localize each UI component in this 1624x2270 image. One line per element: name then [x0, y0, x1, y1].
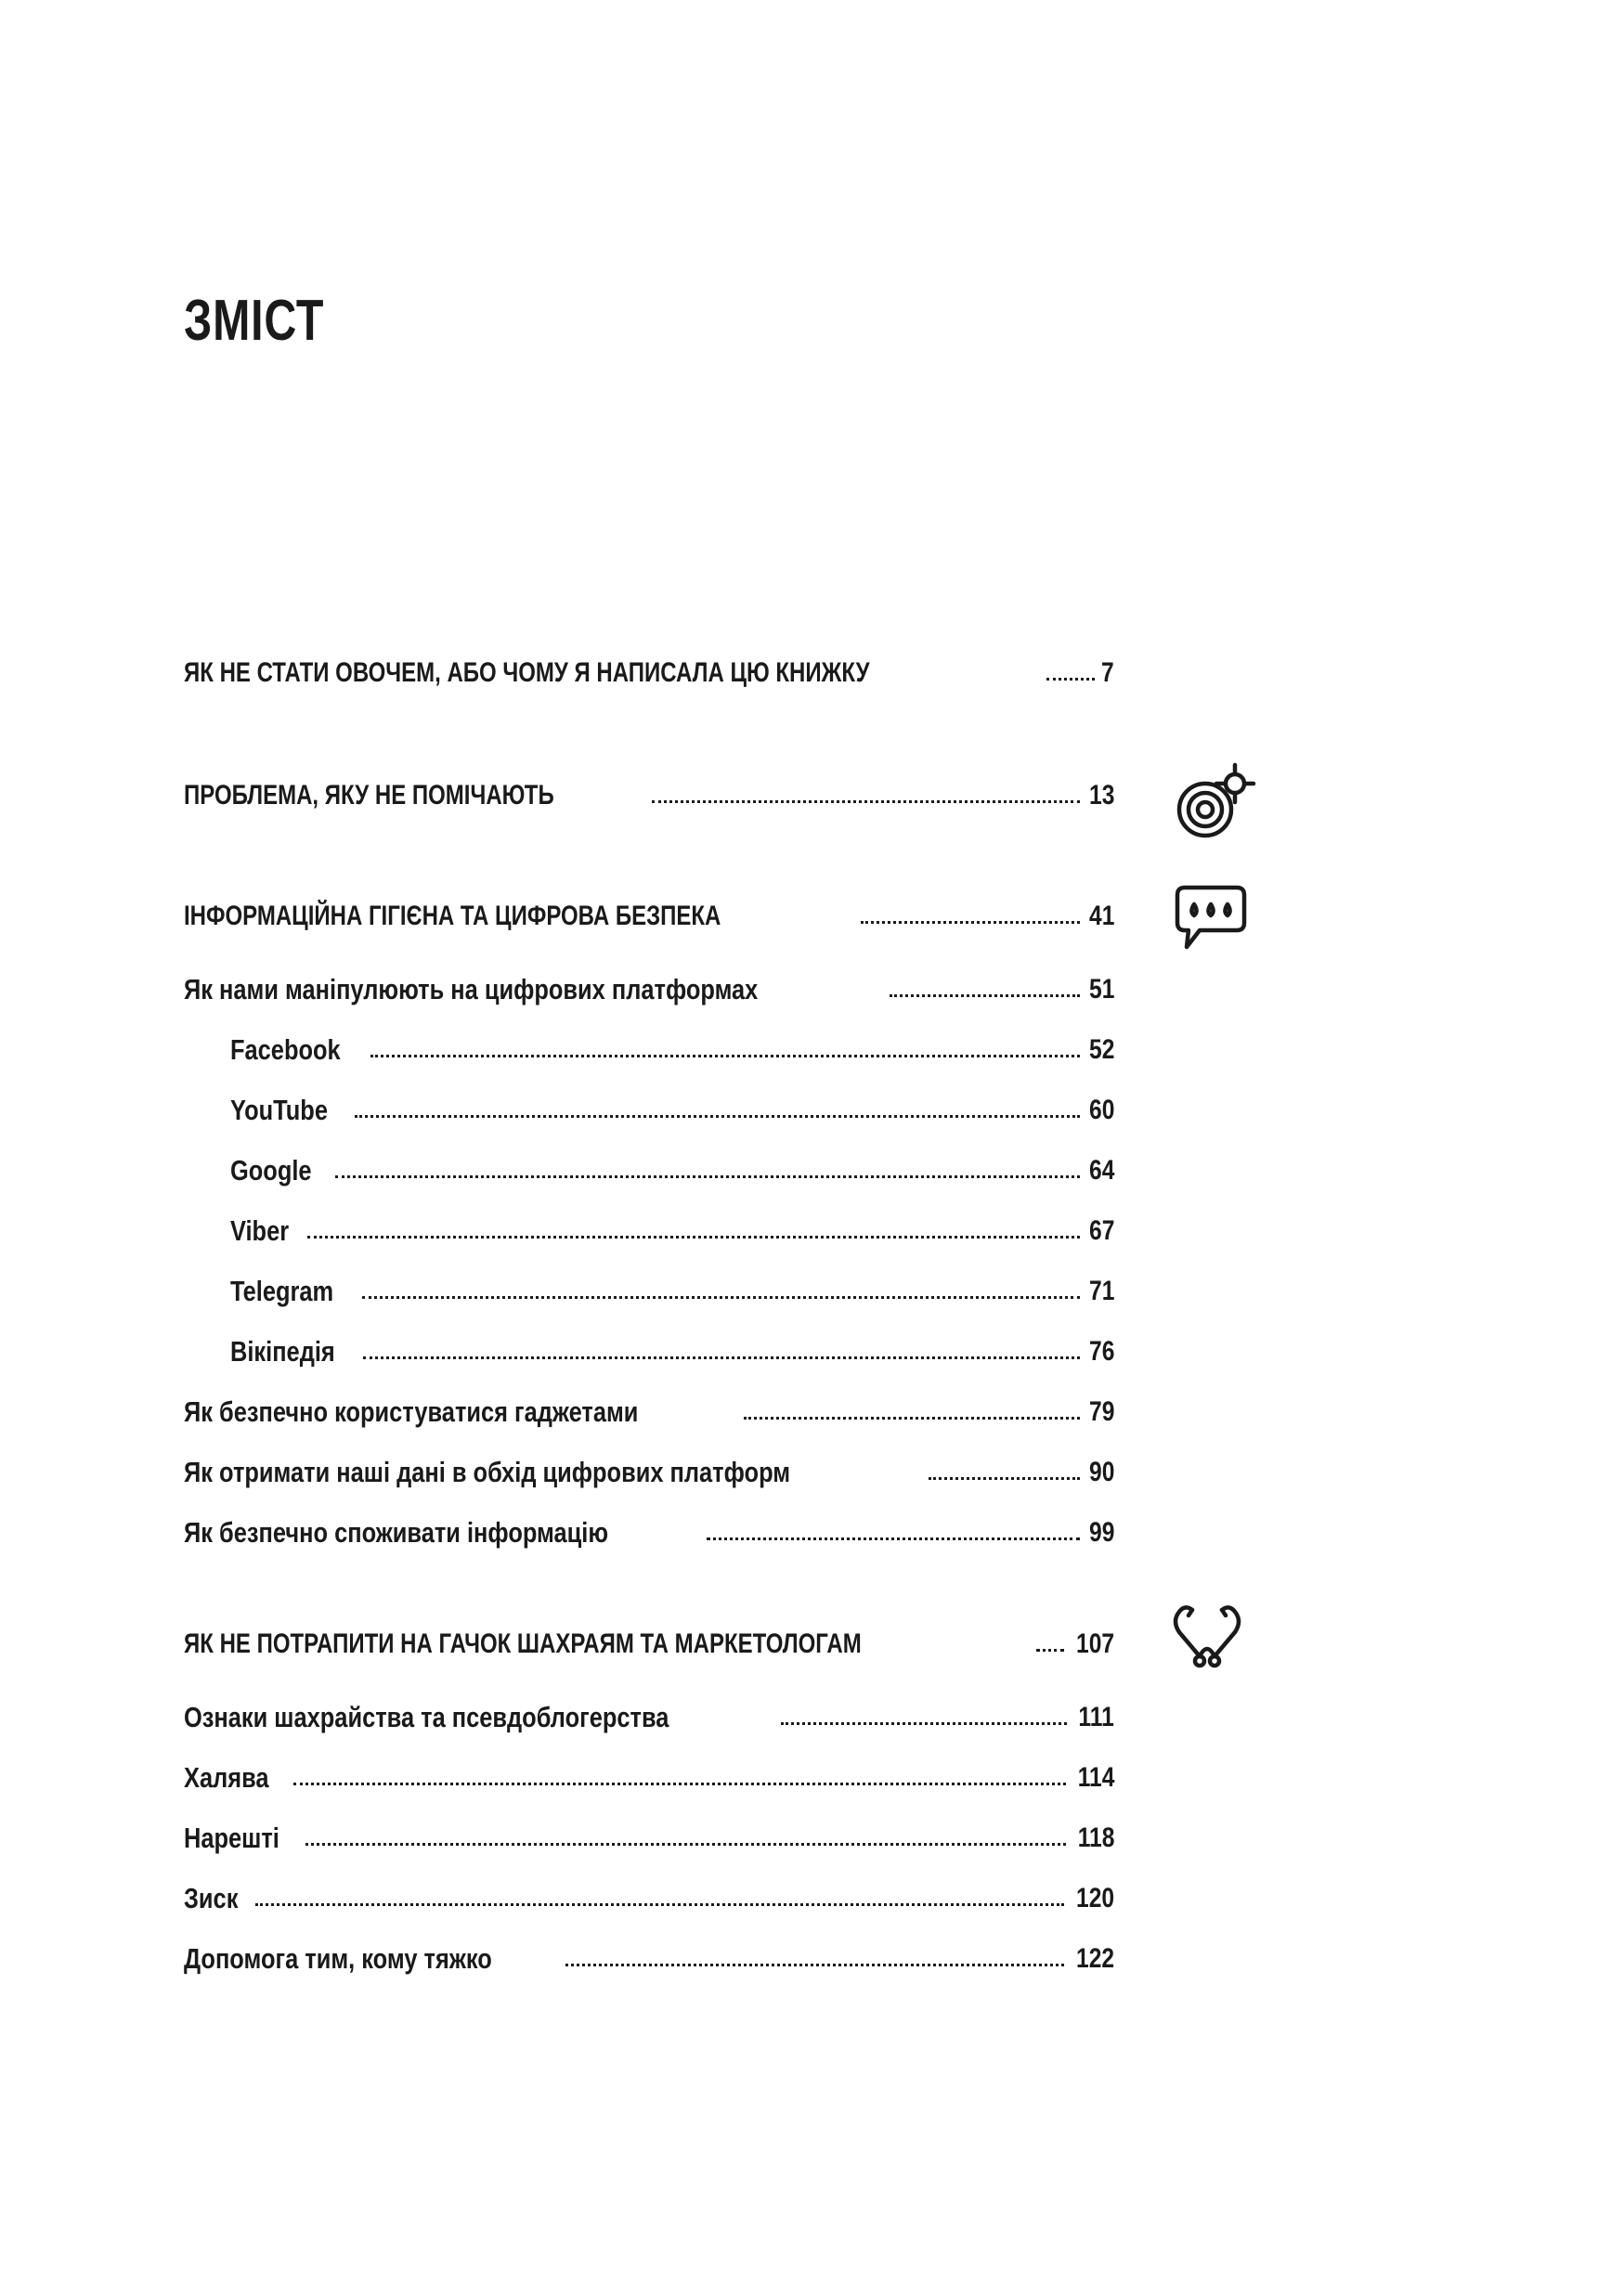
toc-page-number: 118 [1077, 1822, 1114, 1853]
toc-page-number: 90 [1088, 1457, 1114, 1487]
toc-page-number: 7 [1101, 657, 1114, 688]
toc-page-number: 51 [1088, 974, 1114, 1005]
toc-entry-label: Як безпечно користуватися гаджетами [184, 1395, 639, 1428]
dot-leader [565, 1964, 1064, 1966]
dot-leader [1046, 678, 1095, 681]
toc-entry-section[interactable] [184, 1745, 1114, 1792]
dot-leader [362, 1296, 1080, 1299]
toc-entry-label: Telegram [230, 1275, 334, 1307]
toc-entry-section[interactable] [184, 1440, 1114, 1486]
dot-leader [355, 1115, 1080, 1118]
dot-leader [293, 1783, 1066, 1785]
toc-entry-subsection[interactable] [230, 1018, 1114, 1064]
toc-entry-label: Халява [184, 1761, 269, 1794]
toc-page-number: 122 [1075, 1943, 1114, 1974]
toc-entry-section[interactable] [184, 1685, 1114, 1732]
toc-page-number: 76 [1088, 1336, 1114, 1367]
toc-entry-label: YouTube [230, 1094, 328, 1126]
dot-leader [781, 1722, 1067, 1725]
toc-page-number: 71 [1088, 1276, 1114, 1306]
toc-page-number: 114 [1077, 1762, 1114, 1793]
dot-leader [744, 1417, 1080, 1420]
toc-entry-label: Як безпечно споживати інформацію [184, 1516, 609, 1549]
fishing-hook-heart-icon [1172, 1593, 1242, 1669]
toc-entry-section[interactable] [184, 1866, 1114, 1913]
toc-entry-chapter[interactable] [184, 641, 1114, 687]
toc-entry-subsection[interactable] [230, 1078, 1114, 1124]
toc-entry-label: Ознаки шахрайства та псевдоблогерства [184, 1701, 669, 1733]
toc-entry-section[interactable] [184, 1926, 1114, 1973]
toc-entry-label: Google [230, 1154, 312, 1187]
toc-page-number: 111 [1078, 1702, 1114, 1732]
toc-entry-label: Viber [230, 1214, 290, 1247]
chat-bubble-icon [1172, 882, 1250, 956]
toc-page-number: 64 [1088, 1155, 1114, 1186]
target-icon [1172, 761, 1257, 847]
toc-entry-subsection[interactable] [230, 1138, 1114, 1185]
dot-leader [890, 994, 1080, 997]
dot-leader [363, 1356, 1079, 1359]
toc-entry-subsection[interactable] [230, 1319, 1114, 1366]
toc-page-number: 79 [1088, 1396, 1114, 1427]
toc-page-number: 13 [1088, 780, 1114, 811]
dot-leader [1036, 1649, 1064, 1652]
toc-page-number: 107 [1075, 1628, 1114, 1659]
toc-entry-label: ІНФОРМАЦІЙНА ГІГІЄНА ТА ЦИФРОВА БЕЗПЕКА [184, 901, 721, 931]
toc-entry-label: ПРОБЛЕМА, ЯКУ НЕ ПОМІЧАЮТЬ [184, 780, 554, 811]
dot-leader [307, 1236, 1080, 1239]
toc-entry-label: Як отримати наші дані в обхід цифрових платформ [184, 1456, 791, 1488]
toc-entry-label: Як нами маніпулюють на цифрових платформах [184, 973, 759, 1005]
toc-entry-label: Facebook [230, 1033, 341, 1066]
dot-leader [652, 800, 1079, 803]
toc-entry-section[interactable] [184, 1380, 1114, 1426]
toc-page-number: 99 [1088, 1517, 1114, 1548]
toc-page-number: 60 [1088, 1095, 1114, 1125]
dot-leader [335, 1175, 1080, 1178]
dot-leader [861, 921, 1080, 924]
toc-page-number: 52 [1088, 1034, 1114, 1065]
toc-entry-label: ЯК НЕ СТАТИ ОВОЧЕМ, АБО ЧОМУ Я НАПИСАЛА ЦЮ КНИЖКУ [184, 657, 870, 688]
toc-entry-section[interactable] [184, 957, 1114, 1004]
toc-page-number: 41 [1088, 901, 1114, 931]
toc-entry-chapter[interactable] [184, 884, 1114, 930]
toc-entry-section[interactable] [184, 1806, 1114, 1852]
dot-leader [370, 1055, 1080, 1057]
toc-entry-chapter[interactable] [184, 763, 1114, 810]
toc-entry-label: Нарешті [184, 1822, 279, 1854]
page-title: ЗМІСТ [184, 289, 325, 353]
toc-page-number: 67 [1088, 1215, 1114, 1246]
toc-entry-chapter[interactable] [184, 1612, 1114, 1658]
toc-entry-label: Вікіпедія [230, 1335, 335, 1368]
dot-leader [707, 1537, 1079, 1540]
toc-entry-section[interactable] [184, 1500, 1114, 1547]
dot-leader [255, 1903, 1064, 1906]
toc-entry-subsection[interactable] [230, 1259, 1114, 1305]
dot-leader [929, 1477, 1079, 1480]
toc-page-number: 120 [1075, 1883, 1114, 1913]
toc-entry-label: ЯК НЕ ПОТРАПИТИ НА ГАЧОК ШАХРАЯМ ТА МАРКЕТОЛОГАМ [184, 1628, 862, 1659]
toc-entry-subsection[interactable] [230, 1199, 1114, 1245]
toc-entry-label: Зиск [184, 1882, 239, 1914]
dot-leader [305, 1843, 1065, 1846]
toc-entry-label: Допомога тим, кому тяжко [184, 1942, 492, 1975]
